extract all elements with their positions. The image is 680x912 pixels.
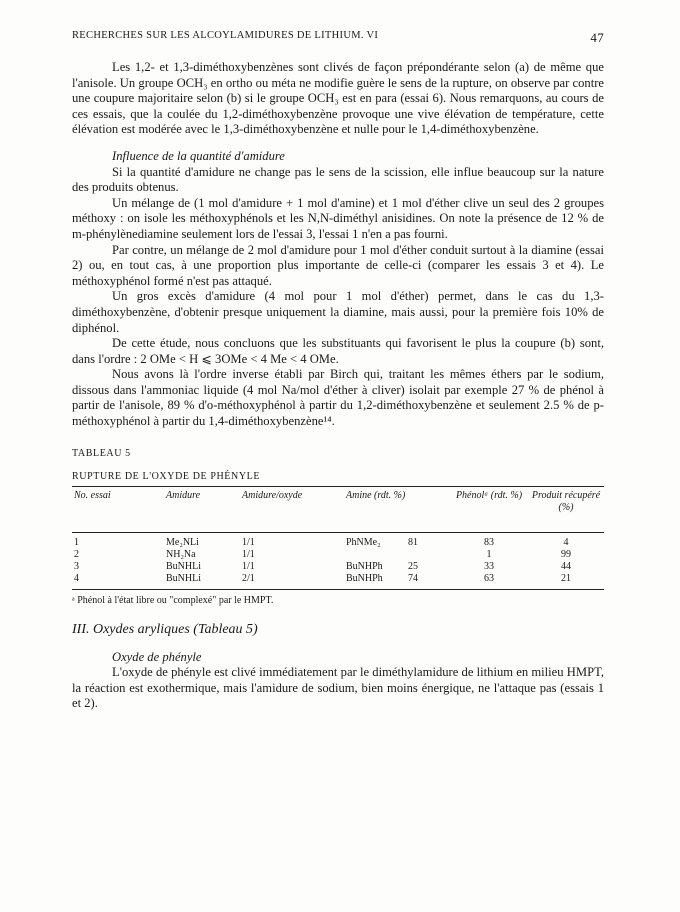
table-header-row [72,486,604,532]
paragraph-2: Si la quantité d'amidure ne change pas le sens de la scission, elle influe beaucoup sur la nature des produits obtenus. [72,164,604,195]
cell-produit: 21 [528,573,604,590]
section-heading: III. Oxydes aryliques (Tableau 5) [72,621,258,637]
paragraph-5: Un gros excès d'amidure (4 mol pour 1 mol d'éther) permet, dans le cas du 1,3-diméthoxybenzène, d'obtenir presque uniquement la diamine, mais aussi, pour la première fois 10% de diphénol. [72,289,604,335]
cell-phenol: 63 [450,573,528,590]
cell-produit: 4 [563,536,569,548]
cell-no: 1 [74,536,79,548]
data-table [72,486,604,590]
paragraph-1: Les 1,2- et 1,3-diméthoxybenzènes sont clivés de façon prépondérante selon (a) de même que l'anisole. Un groupe OCH₃ en ortho ou méta ne modifie guère le sens de la rupture, on observe par contre une coupure majoritaire selon (b) si le groupe OCH₃ est en para (essai 6). Nous remarquons, au cours de ces essais, que la coulée du 1,2-diméthoxybenzène provoque une vive élévation de température, cette élévation est modérée avec le 1,3-diméthoxybenzène et nulle pour le 1,4-diméthoxybenzène. [72,60,604,137]
header-amidure: Amidure [164,486,240,532]
header-produit: Produit récupéré (%) [528,486,604,532]
table-row [72,549,604,561]
table-row [72,532,604,549]
cell-no: 4 [72,573,164,590]
cell-amine [344,549,406,561]
cell-amine: PhNMe₂ [346,536,381,548]
paragraph-4: Par contre, un mélange de 2 mol d'amidure pour 1 mol d'éther conduit surtout à la diamine (essai 2) ou, en tout cas, à une proportion plus importante de celle-ci (comparer les essais 3 et 4). Le méthoxyphénol formé n'est pas attaqué. [72,242,604,288]
paragraph-7: Nous avons là l'ordre inverse établi par Birch qui, traitant les mêmes éthers par le sodium, dissous dans l'ammoniac liquide (4 mol Na/mol d'éther à cliver) isolait par exemple 27 % de phénol à partir de l'anisole, 89 % d'o-méthoxyphénol à partir du 1,2-diméthoxybenzène et seulement 2.5 % de p-méthoxyphénol à partir du 1,4-diméthoxybenzène¹⁴. [72,367,604,429]
cell-amine-rdt: 81 [408,536,418,548]
table-row [72,573,604,590]
cell-ratio: 2/1 [240,573,344,590]
cell-produit: 99 [561,548,571,560]
subheading-influence: Influence de la quantité d'amidure [112,148,285,163]
cell-ratio: 1/1 [242,548,255,560]
cell-amine: BuNHPh [344,573,406,590]
table-title: RUPTURE DE L'OXYDE DE PHÉNYLE [72,470,261,482]
cell-amidure: BuNHLi [164,573,240,590]
table-row [72,561,604,573]
page [72,30,604,712]
table-footnote: ᵃ Phénol à l'état libre ou "complexé" par le HMPT. [72,594,274,606]
cell-no: 2 [74,548,79,560]
header-amine: Amine (rdt. %) [344,486,450,532]
running-header [72,30,604,46]
cell-no: 3 [74,560,79,572]
header-phenol: Phénolᵃ (rdt. %) [450,486,528,532]
running-title: RECHERCHES SUR LES ALCOYLAMIDURES DE LITHIUM. VI [72,30,379,41]
paragraph-3: Un mélange de (1 mol d'amidure + 1 mol d'amine) et 1 mol d'éther clive un seul des 2 groupes méthoxy : on isole les méthoxyphénols et les N,N-diméthyl anisidines. On note la présence de 12 % de m-phénylènediamine seulement lors de l'essai 3, l'essai 1 n'en a pas fourni. [72,195,604,241]
cell-amidure: NH₂Na [166,548,196,560]
cell-amidure: Me₂NLi [166,536,199,548]
paragraph-8: L'oxyde de phényle est clivé immédiatement par le diméthylamidure de lithium en milieu HMPT, la réaction est exothermique, mais l'amidure de sodium, bien moins énergique, ne l'attaque pas (essais 1 et 2). [72,665,604,711]
cell-amine-rdt [406,549,450,561]
paragraph-6: De cette étude, nous concluons que les substituants qui favorisent le plus la coupure (b) sont, dans l'ordre : 2 OMe < H ⩽ 3OMe < 4 Me < 4 OMe. [72,336,604,366]
subheading-oxyde: Oxyde de phényle [112,649,202,664]
cell-amine: BuNHPh [346,560,383,572]
cell-ratio: 1/1 [242,560,255,572]
header-no-essai: No. essai [72,486,164,532]
cell-phenol: 83 [484,536,494,548]
cell-ratio: 1/1 [242,536,255,548]
cell-amine-rdt: 74 [406,573,450,590]
cell-produit: 44 [561,560,571,572]
page-number: 47 [590,30,604,45]
cell-phenol: 33 [484,560,494,572]
cell-phenol: 1 [486,548,492,560]
table-label: TABLEAU 5 [72,447,131,459]
header-amidure-oxyde: Amidure/oxyde [240,486,344,532]
cell-amidure: BuNHLi [166,560,201,572]
cell-amine-rdt: 25 [408,560,418,572]
